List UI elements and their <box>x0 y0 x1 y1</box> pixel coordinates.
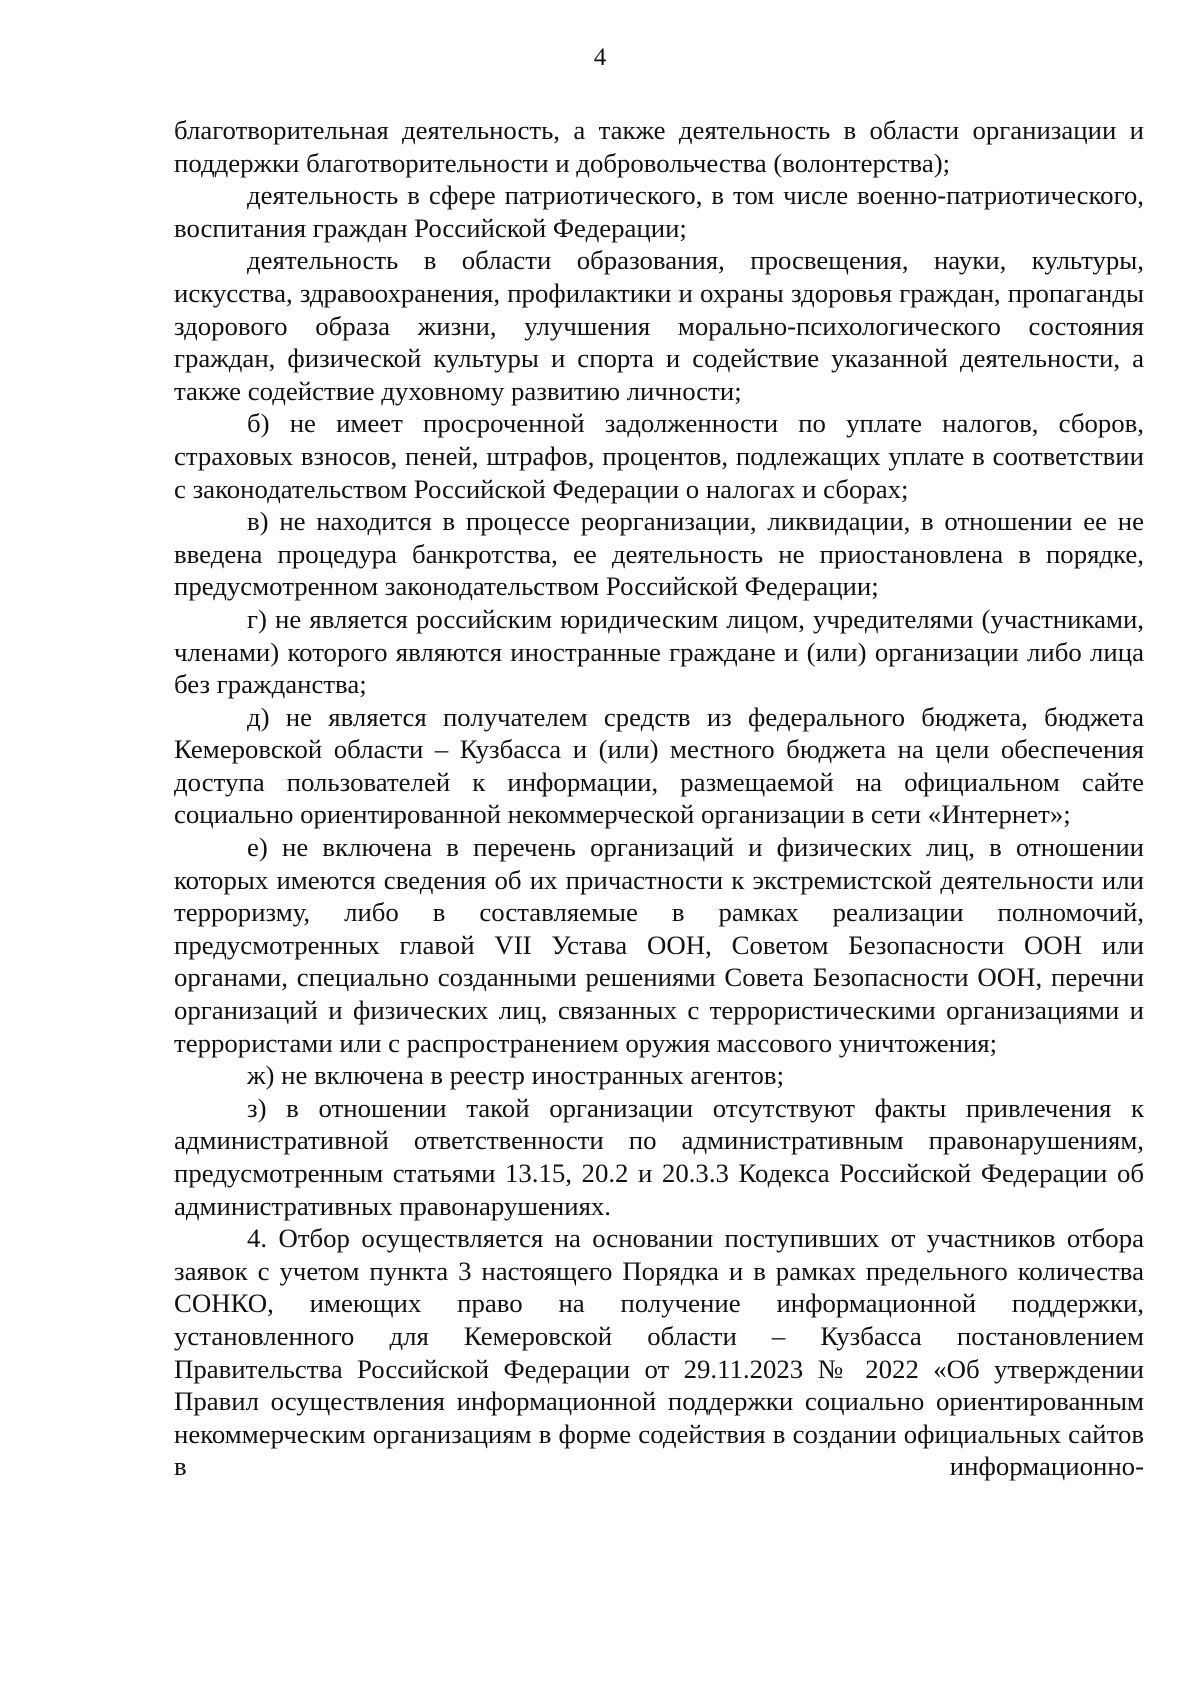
paragraph-patriotic-education: деятельность в сфере патриотического, в том числе военно-патриотического, воспитания граждан Российской Федерации; <box>174 180 1144 243</box>
paragraph-item-e-not-extremist-list: е) не включена в перечень организаций и физических лиц, в отношении которых имеются сведения об их причастности к экстремистской деятельности или терроризму, либо в составляемые в рамках реализации полномочий, предусмотренных главой VII Устава ООН, Советом Безопасности ООН или органами, специально созданными решениями Совета Безопасности ООН, перечни организаций и физических лиц, связанных с террористическими организациями и террористами или с распространением оружия массового уничтожения; <box>174 832 1144 1058</box>
document-body <box>174 114 1144 1483</box>
paragraph-item-b-no-tax-debt: б) не имеет просроченной задолженности по уплате налогов, сборов, страховых взносов, пеней, штрафов, процентов, подлежащих уплате в соответствии с законодательством Российской Федерации о налогах и сборах; <box>174 408 1144 504</box>
paragraph-item-d-not-budget-recipient: д) не является получателем средств из федерального бюджета, бюджета Кемеровской области – Кузбасса и (или) местного бюджета на цели обеспечения доступа пользователей к информации, размещаемой на официальном сайте социально ориентированной некоммерческой организации в сети «Интернет»; <box>174 701 1144 830</box>
paragraph-section-4-selection: 4. Отбор осуществляется на основании поступивших от участников отбора заявок с учетом пункта 3 настоящего Порядка и в рамках предельного количества СОНКО, имеющих право на получение информационной поддержки, установленного для Кемеровской области – Кузбасса постановлением Правительства Российской Федерации от 29.11.2023 № 2022 «Об утверждении Правил осуществления информационной поддержки социально ориентированным некоммерческим организациям в форме содействия в создании официальных сайтов в информационно- <box>174 1223 1144 1482</box>
paragraph-charity-activity: благотворительная деятельность, а также деятельность в области организации и поддержки благотворительности и добровольчества (волонтерства); <box>174 115 1144 178</box>
paragraph-item-zh-not-foreign-agent: ж) не включена в реестр иностранных агентов; <box>247 1060 785 1091</box>
paragraph-item-g-not-foreign-founders: г) не является российским юридическим лицом, учредителями (участниками, членами) которого являются иностранные граждане и (или) организации либо лица без гражданства; <box>174 603 1144 700</box>
paragraph-item-v-no-reorganization: в) не находится в процессе реорганизации, ликвидации, в отношении ее не введена процедура банкротства, ее деятельность не приостановлена в порядке, предусмотренном законодательством Российской Федерации; <box>174 506 1144 602</box>
paragraph-education-culture-health: деятельность в области образования, просвещения, науки, культуры, искусства, здравоохранения, профилактики и охраны здоровья граждан, пропаганды здорового образа жизни, улучшения морально-психологического состояния граждан, физической культуры и спорта и содействие указанной деятельности, а также содействие духовному развитию личности; <box>174 245 1144 406</box>
page-number: 4 <box>593 44 607 71</box>
paragraph-item-z-no-administrative-liability: з) в отношении такой организации отсутствуют факты привлечения к административной ответственности по административным правонарушениям, предусмотренным статьями 13.15, 20.2 и 20.3.3 Кодекса Российской Федерации об административных правонарушениях. <box>174 1092 1144 1221</box>
